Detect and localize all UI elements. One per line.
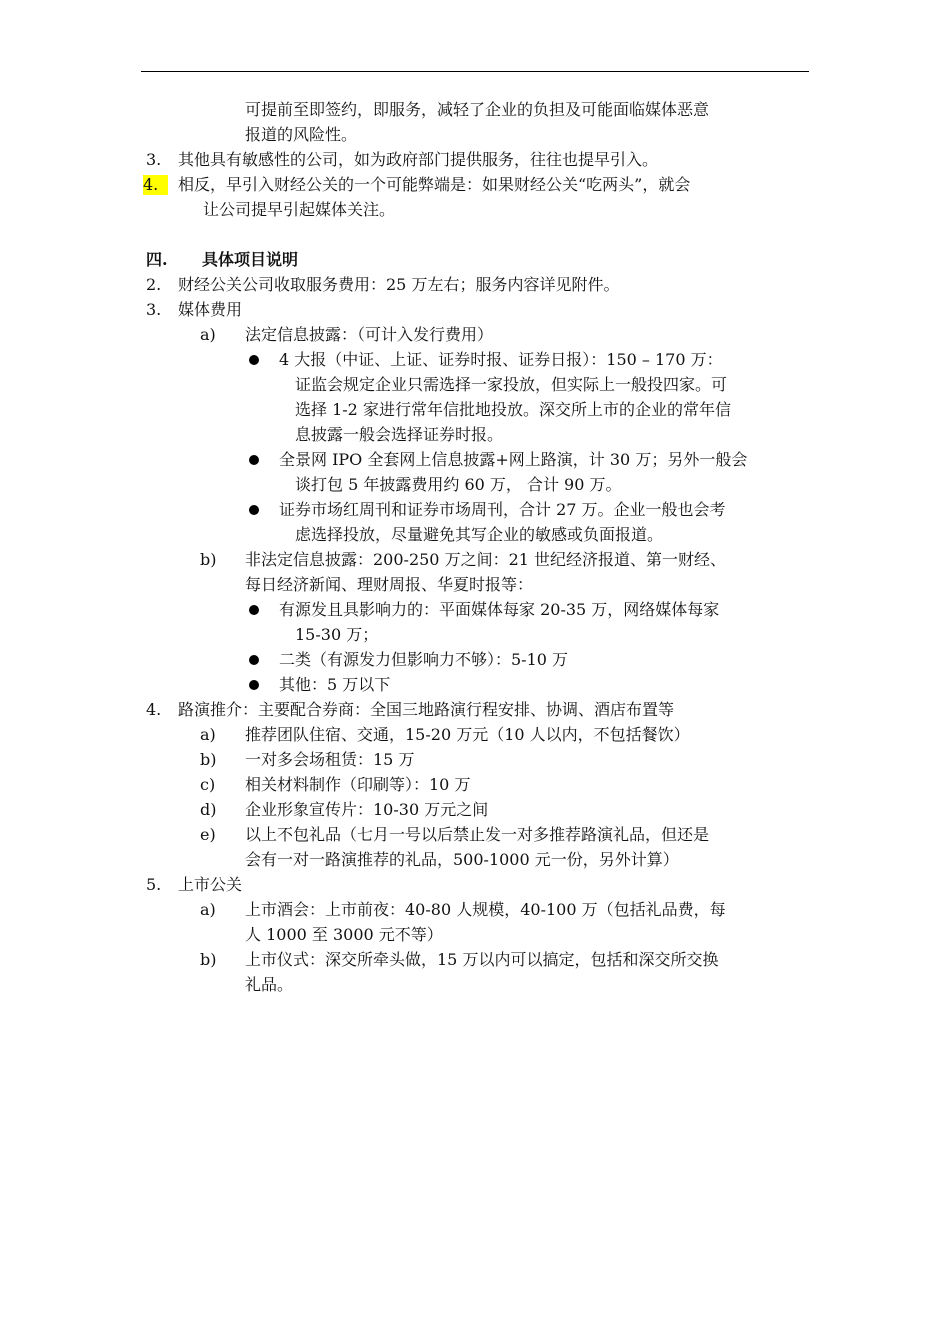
text-line: 其他具有敏感性的公司，如为政府部门提供服务，往往也提早引入。 — [178, 150, 659, 169]
text-line: 相反，早引入财经公关的一个可能弊端是：如果财经公关“吃两头”，就会 — [178, 175, 691, 194]
section-heading: 具体项目说明 — [202, 250, 299, 269]
list-number: 4. — [146, 700, 162, 719]
text-line: 二类（有源发力但影响力不够）：5-10 万 — [279, 650, 569, 669]
text-line: 虑选择投放，尽量避免其写企业的敏感或负面报道。 — [295, 525, 664, 544]
text-line: 会有一对一路演推荐的礼品，500-1000 元一份，另外计算） — [245, 850, 679, 869]
text-line: 谈打包 5 年披露费用约 60 万， 合计 90 万。 — [295, 475, 622, 494]
text-line: 一对多会场租赁：15 万 — [245, 750, 415, 769]
text-line: 非法定信息披露：200-250 万之间：21 世纪经济报道、第一财经、 — [245, 550, 727, 569]
text-line: 每日经济新闻、理财周报、华夏时报等： — [245, 575, 534, 594]
text-line: 4 大报（中证、上证、证券时报、证券日报）：150 – 170 万： — [279, 350, 723, 369]
bullet-icon — [249, 605, 259, 615]
list-number: 5. — [146, 875, 162, 894]
list-number: 2. — [146, 275, 162, 294]
highlighted-list-number: 4. — [143, 175, 168, 195]
text-line: 以上不包礼品（七月一号以后禁止发一对多推荐路演礼品，但还是 — [245, 825, 710, 844]
text-line: 选择 1-2 家进行常年信批地投放。深交所上市的企业的常年信 — [295, 400, 731, 419]
text-line: 其他：5 万以下 — [279, 675, 391, 694]
text-line: 报道的风险性。 — [245, 125, 358, 144]
sub-list-letter: d) — [200, 800, 217, 819]
sub-list-letter: e) — [200, 825, 216, 844]
sub-list-letter: b) — [200, 750, 217, 769]
bullet-icon — [249, 355, 259, 365]
list-number: 3. — [146, 300, 162, 319]
bullet-icon — [249, 680, 259, 690]
text-line: 财经公关公司收取服务费用：25 万左右；服务内容详见附件。 — [178, 275, 620, 294]
text-line: 上市仪式：深交所牵头做，15 万以内可以搞定，包括和深交所交换 — [245, 950, 719, 969]
bullet-icon — [249, 505, 259, 515]
text-line: 有源发且具影响力的：平面媒体每家 20-35 万，网络媒体每家 — [279, 600, 720, 619]
bullet-icon — [249, 455, 259, 465]
text-line: 相关材料制作（印刷等）：10 万 — [245, 775, 471, 794]
text-line: 推荐团队住宿、交通，15-20 万元（10 人以内，不包括餐饮） — [245, 725, 690, 744]
text-line: 法定信息披露：（可计入发行费用） — [245, 325, 494, 344]
text-line: 上市公关 — [178, 875, 243, 894]
text-line: 企业形象宣传片：10-30 万元之间 — [245, 800, 489, 819]
sub-list-letter: b) — [200, 950, 217, 969]
text-line: 证券市场红周刊和证券市场周刊，合计 27 万。企业一般也会考 — [279, 500, 726, 519]
text-line: 证监会规定企业只需选择一家投放，但实际上一般投四家。可 — [295, 375, 728, 394]
sub-list-letter: a) — [200, 325, 216, 344]
bullet-icon — [249, 655, 259, 665]
text-line: 上市酒会：上市前夜：40-80 人规模，40-100 万（包括礼品费，每 — [245, 900, 726, 919]
text-line: 息披露一般会选择证券时报。 — [295, 425, 504, 444]
section-number: 四. — [146, 250, 168, 269]
text-line: 让公司提早引起媒体关注。 — [203, 200, 396, 219]
text-line: 可提前至即签约，即服务，减轻了企业的负担及可能面临媒体恶意 — [245, 100, 710, 119]
list-number: 3. — [146, 150, 162, 169]
text-line: 全景网 IPO 全套网上信息披露+网上路演，计 30 万；另外一般会 — [279, 450, 748, 469]
text-line: 人 1000 至 3000 元不等） — [245, 925, 443, 944]
text-line: 路演推介：主要配合券商：全国三地路演行程安排、协调、酒店布置等 — [178, 700, 675, 719]
sub-list-letter: b) — [200, 550, 217, 569]
sub-list-letter: c) — [200, 775, 216, 794]
text-line: 15-30 万； — [295, 625, 379, 644]
text-line: 媒体费用 — [178, 300, 243, 319]
header-rule — [141, 71, 809, 72]
text-line: 礼品。 — [245, 975, 294, 994]
sub-list-letter: a) — [200, 725, 216, 744]
sub-list-letter: a) — [200, 900, 216, 919]
